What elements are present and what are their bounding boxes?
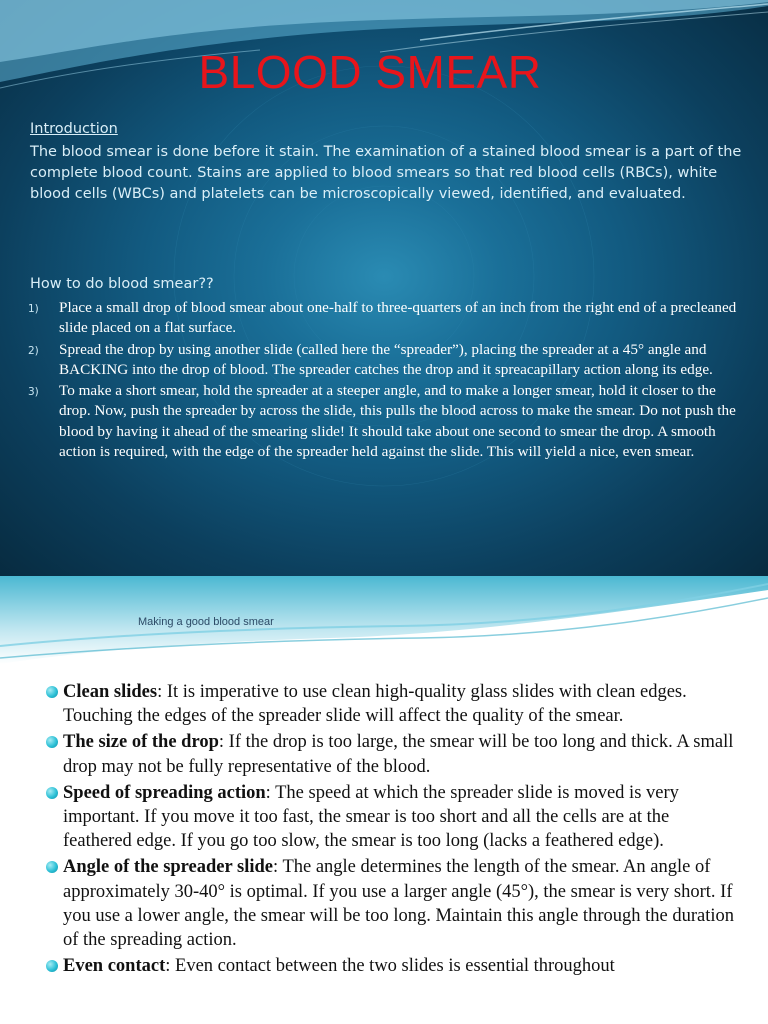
step-text: Spread the drop by using another slide (called here the “spreader”), placing the spreader at a 45° angle and BACKING into the drop of blood. The spreader catches the drop and it spreacapillary action along its edge. bbox=[59, 340, 713, 378]
bullet-icon bbox=[46, 736, 58, 748]
bullet-term: Speed of spreading action bbox=[63, 782, 266, 803]
slide-subtitle: Making a good blood smear bbox=[138, 616, 274, 628]
wave-decoration bbox=[0, 576, 768, 676]
bullet-text: : If the drop is too large, the smear will be too long and thick. A small drop may not be fully representative of the blood. bbox=[63, 732, 734, 777]
bullet-item bbox=[46, 680, 736, 728]
steps-list bbox=[28, 298, 738, 463]
bullet-term: Angle of the spreader slide bbox=[63, 857, 274, 878]
bullet-text: : The angle determines the length of the smear. An angle of approximately 30-40° is optimal. If you use a larger angle (45°), the smear is very short. If you use a lower angle, the smear will be too long. Maintain this angle through the duration of the spreading action. bbox=[63, 857, 734, 951]
intro-paragraph: The blood smear is done before it stain. The examination of a stained blood smear is a part of the complete blood count. Stains are applied to blood smears so that red blood cells (RBCs), white blood cells (WBCs) and platelets can be microscopically viewed, identified, and evaluated. bbox=[30, 144, 742, 202]
step-text: To make a short smear, hold the spreader at a steeper angle, and to make a longer smear, hold it closer to the drop. Now, push the spreader by across the slide, this pulls the blood across to make the smear. Do not push the blood by having it ahead of the smearing slide! It should take about one second to smear the drop. A smooth action is required, with the edge of the spreader held against the slide. This will yield a nice, even smear. bbox=[59, 382, 736, 461]
bullet-icon bbox=[46, 787, 58, 799]
step-number: 3) bbox=[28, 386, 39, 399]
step-item bbox=[28, 381, 738, 462]
bullet-list bbox=[46, 680, 736, 980]
bullet-text: : Even contact between the two slides is essential throughout bbox=[165, 956, 615, 977]
bullet-text: : The speed at which the spreader slide is moved is very important. If you move it too fast, the smear is too short and all the cells are at the feathered edge. If you go too slow, the smear is too long (lacks a feathered edge). bbox=[63, 782, 679, 852]
bullet-term: Even contact bbox=[63, 956, 166, 977]
bullet-item bbox=[46, 781, 736, 854]
bullet-icon bbox=[46, 686, 58, 698]
intro-heading: Introduction bbox=[30, 121, 118, 137]
bullet-item bbox=[46, 855, 736, 952]
step-item bbox=[28, 298, 738, 339]
slide-title: BLOOD SMEAR bbox=[198, 46, 542, 98]
howto-heading: How to do blood smear?? bbox=[30, 276, 214, 292]
bullet-icon bbox=[46, 861, 58, 873]
step-text: Place a small drop of blood smear about one-half to three-quarters of an inch from the right end of a precleaned slide placed on a flat surface. bbox=[59, 299, 737, 337]
step-item bbox=[28, 340, 738, 381]
slide-2 bbox=[0, 576, 768, 1024]
bullet-item bbox=[46, 730, 736, 778]
step-number: 1) bbox=[28, 303, 39, 315]
bullet-term: Clean slides bbox=[63, 682, 158, 702]
bullet-text: : It is imperative to use clean high-quality glass slides with clean edges. Touching the edges of the spreader slide will affect the quality of the smear. bbox=[63, 682, 687, 727]
step-number: 2) bbox=[28, 344, 39, 357]
bullet-icon bbox=[46, 960, 58, 972]
bullet-item bbox=[46, 954, 736, 978]
bullet-term: The size of the drop bbox=[63, 732, 219, 753]
